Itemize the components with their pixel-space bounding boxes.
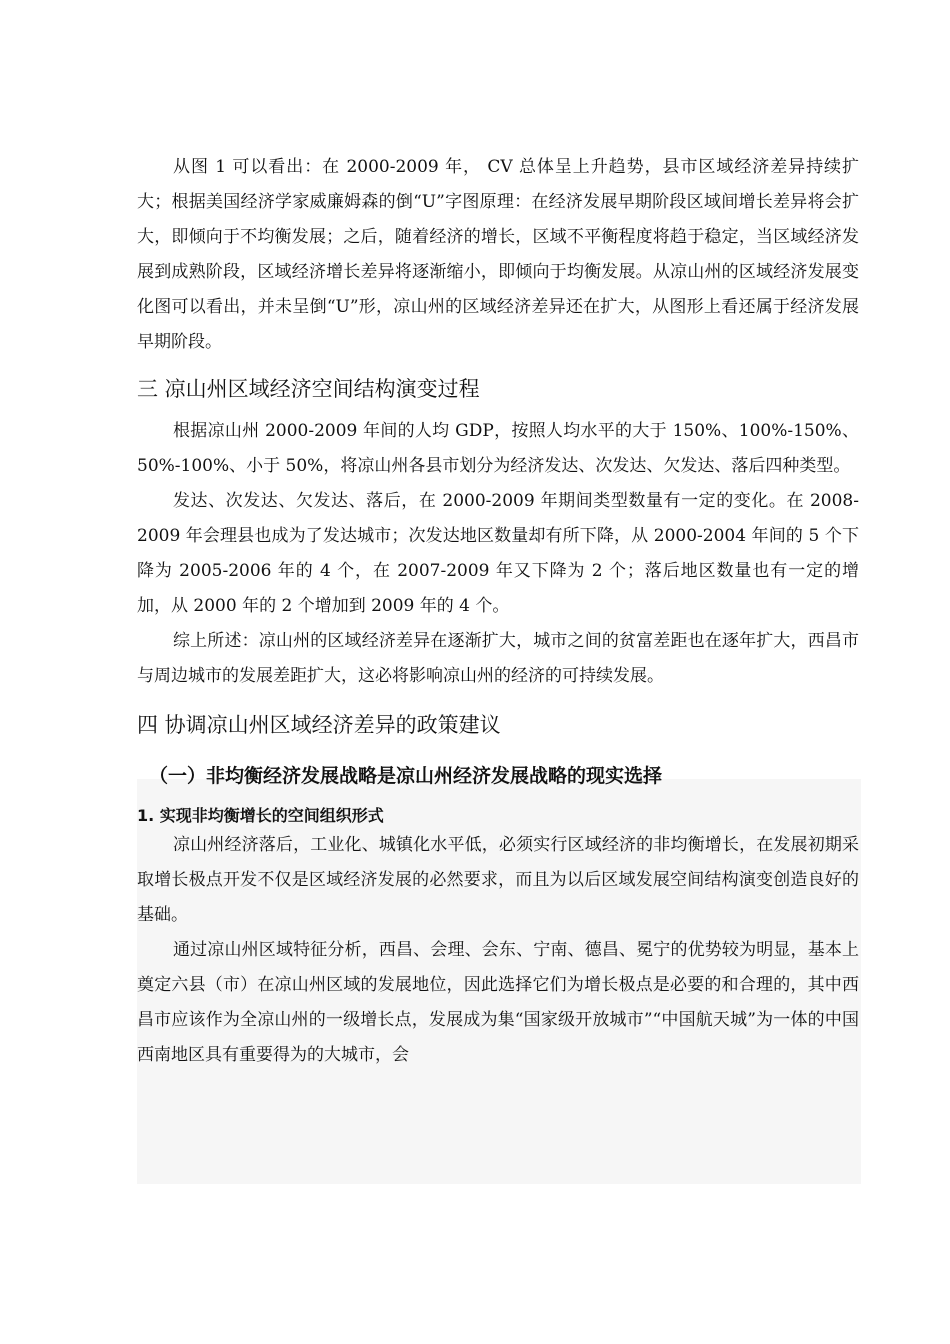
- paragraph-summary: 综上所述：凉山州的区域经济差异在逐渐扩大，城市之间的贫富差距也在逐年扩大，西昌市与周边城市的发展差距扩大，这必将影响凉山州的经济的可持续发展。: [137, 631, 859, 686]
- paragraph-classification: 根据凉山州 2000-2009 年间的人均 GDP，按照人均水平的大于 150%、100%-150%、50%-100%、小于 50%，将凉山州各县市划分为经济发达、次发达、欠发达、落后四种类型。: [137, 421, 859, 476]
- subsection-heading-one: （一）非均衡经济发展战略是凉山州经济发展战略的现实选择: [149, 765, 663, 787]
- section-heading-three: 三 凉山州区域经济空间结构演变过程: [137, 377, 480, 401]
- paragraph-cv-trend: 从图 1 可以看出：在 2000-2009 年， CV 总体呈上升趋势，县市区域经济差异持续扩大；根据美国经济学家威廉姆森的倒“U”字图原理：在经济发展早期阶段区域间增长差异将会扩大，即倾向于不均衡发展；之后，随着经济的增长，区域不平衡程度将趋于稳定，当区域经济发展到成熟阶段，区域经济增长差异将逐渐缩小，即倾向于均衡发展。从凉山州的区域经济发展变化图可以看出，并未呈倒“U”形，凉山州的区域经济差异还在扩大，从图形上看还属于经济发展早期阶段。: [137, 157, 859, 352]
- section-heading-four: 四 协调凉山州区域经济差异的政策建议: [137, 713, 501, 737]
- item-heading-one: 1. 实现非均衡增长的空间组织形式: [137, 806, 384, 825]
- document-body: [137, 150, 859, 1073]
- paragraph-nonbalanced-growth: 凉山州经济落后，工业化、城镇化水平低，必须实行区域经济的非均衡增长，在发展初期采取增长极点开发不仅是区域经济发展的必然要求，而且为以后区域发展空间结构演变创造良好的基础。: [137, 835, 859, 925]
- paragraph-growth-poles: 通过凉山州区域特征分析，西昌、会理、会东、宁南、德昌、冕宁的优势较为明显，基本上奠定六县（市）在凉山州区域的发展地位，因此选择它们为增长极点是必要的和合理的，其中西昌市应该作为全凉山州的一级增长点，发展成为集“国家级开放城市”“中国航天城”为一体的中国西南地区具有重要得为的大城市，会: [137, 940, 859, 1065]
- paragraph-type-changes: 发达、次发达、欠发达、落后，在 2000-2009 年期间类型数量有一定的变化。在 2008-2009 年会理县也成为了发达城市；次发达地区数量却有所下降，从 2000-2004 年间的 5 个下降为 2005-2006 年的 4 个，在 2007-2009 年又下降为 2 个；落后地区数量也有一定的增加，从 2000 年的 2 个增加到 2009 年的 4 个。: [137, 491, 859, 616]
